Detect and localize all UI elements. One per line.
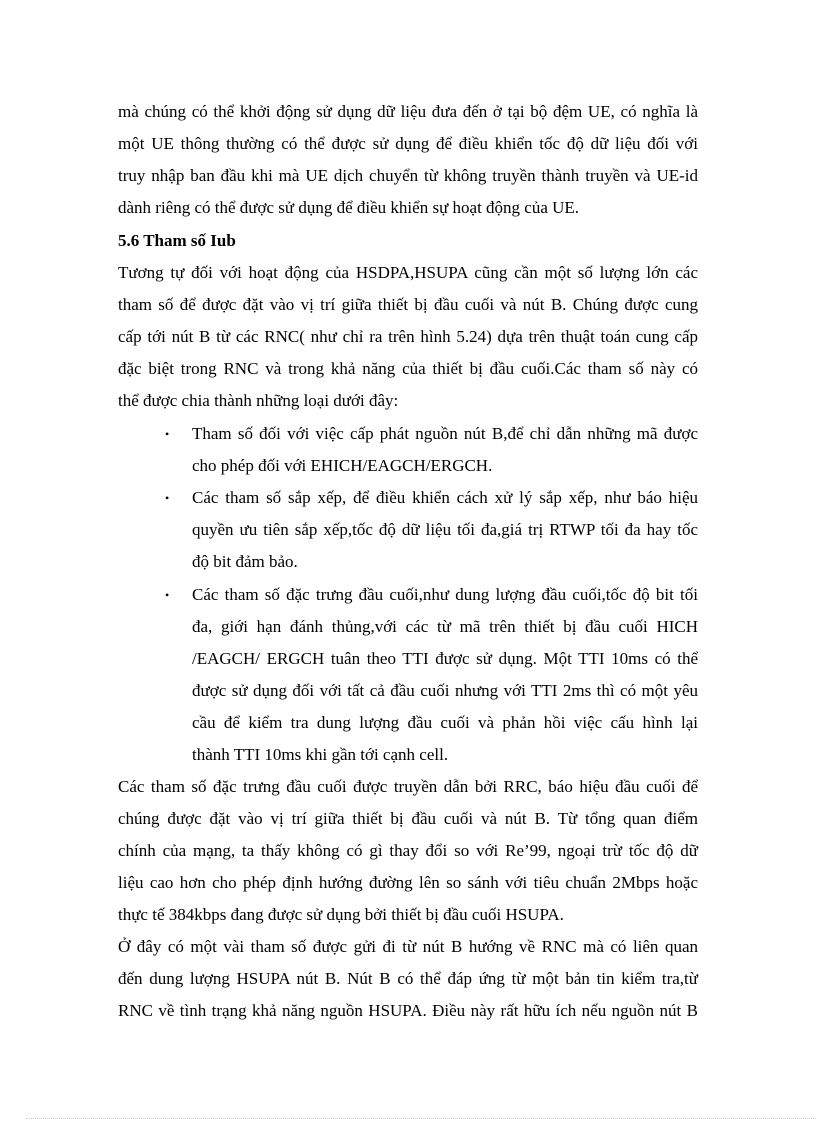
- bullet-icon: •: [165, 427, 170, 441]
- text-line: chúng được đặt vào vị trí giữa thiết bị đầu cuối và nút B. Từ tổng quan điểm: [118, 809, 698, 828]
- bullet-text-line: Các tham số đặc trưng đầu cuối,như dung lượng đầu cuối,tốc độ bit tối: [192, 585, 698, 604]
- bullet-text-line: Các tham số sắp xếp, để điều khiển cách xử lý sắp xếp, như báo hiệu: [192, 488, 698, 507]
- text-line: Tương tự đối với hoạt động của HSDPA,HSUPA cũng cần một số lượng lớn các: [118, 263, 698, 282]
- section-heading: 5.6 Tham số Iub: [118, 231, 236, 250]
- bullet-text-line: Tham số đối với việc cấp phát nguồn nút B,để chỉ dẫn những mã được: [192, 424, 698, 443]
- text-line: tham số để được đặt vào vị trí giữa thiết bị đầu cuối và nút B. Chúng được cung: [118, 295, 698, 314]
- text-line: thể được chia thành những loại dưới đây:: [118, 391, 399, 410]
- text-line: đặc biệt trong RNC và trong khả năng của thiết bị đầu cuối.Các tham số này có: [118, 359, 698, 378]
- text-line: chính của mạng, ta thấy không có gì thay đổi so với Re’99, ngoại trừ tốc độ dữ: [118, 841, 698, 860]
- bullet-text-line: đa, giới hạn đánh thủng,với các từ mã trên thiết bị đầu cuối HICH: [192, 617, 698, 636]
- page-bottom-divider: [26, 1118, 816, 1119]
- bullet-text-line: cầu để kiểm tra dung lượng đầu cuối và phản hồi việc cấu hình lại: [192, 713, 698, 732]
- text-line: truy nhập ban đầu khi mà UE dịch chuyển từ không truyền thành truyền và UE-id: [118, 166, 698, 185]
- text-line: liệu cao hơn cho phép định hướng đường lên so sánh với tiêu chuẩn 2Mbps hoặc: [118, 873, 698, 892]
- bullet-text-line: quyền ưu tiên sắp xếp,tốc độ dữ liệu tối đa,giá trị RTWP tối đa hay tốc: [192, 520, 698, 539]
- bullet-text-line: cho phép đối với EHICH/EAGCH/ERGCH.: [192, 456, 493, 475]
- text-line: một UE thông thường có thể được sử dụng để điều khiển tốc độ dữ liệu đối với: [118, 134, 698, 153]
- bullet-text-line: /EAGCH/ ERGCH tuân theo TTI được sử dụng. Một TTI 10ms có thể: [192, 649, 698, 668]
- text-line: Các tham số đặc trưng đầu cuối được truyền dẫn bởi RRC, báo hiệu đầu cuối để: [118, 777, 698, 796]
- bullet-icon: •: [165, 491, 170, 505]
- text-line: Ở đây có một vài tham số được gửi đi từ nút B hướng về RNC mà có liên quan: [118, 937, 698, 956]
- text-line: thực tế 384kbps đang được sử dụng bởi thiết bị đầu cuối HSUPA.: [118, 905, 564, 924]
- text-line: cấp tới nút B từ các RNC( như chỉ ra trên hình 5.24) dựa trên thuật toán cung cấp: [118, 327, 698, 346]
- text-line: RNC về tình trạng khả năng nguồn HSUPA. Điều này rất hữu ích nếu nguồn nút B: [118, 1001, 698, 1020]
- text-line: mà chúng có thể khởi động sử dụng dữ liệu đưa đến ở tại bộ đệm UE, có nghĩa là: [118, 102, 698, 121]
- text-line: dành riêng có thể được sử dụng để điều khiển sự hoạt động của UE.: [118, 198, 580, 217]
- bullet-text-line: độ bit đảm bảo.: [192, 552, 298, 571]
- bullet-icon: •: [165, 588, 170, 602]
- bullet-text-line: thành TTI 10ms khi gần tới cạnh cell.: [192, 745, 449, 764]
- text-line: đến dung lượng HSUPA nút B. Nút B có thể đáp ứng từ một bản tin kiểm tra,từ: [118, 969, 698, 988]
- bullet-text-line: được sử dụng đối với tất cả đầu cuối nhưng với TTI 2ms thì có một yêu: [192, 681, 698, 700]
